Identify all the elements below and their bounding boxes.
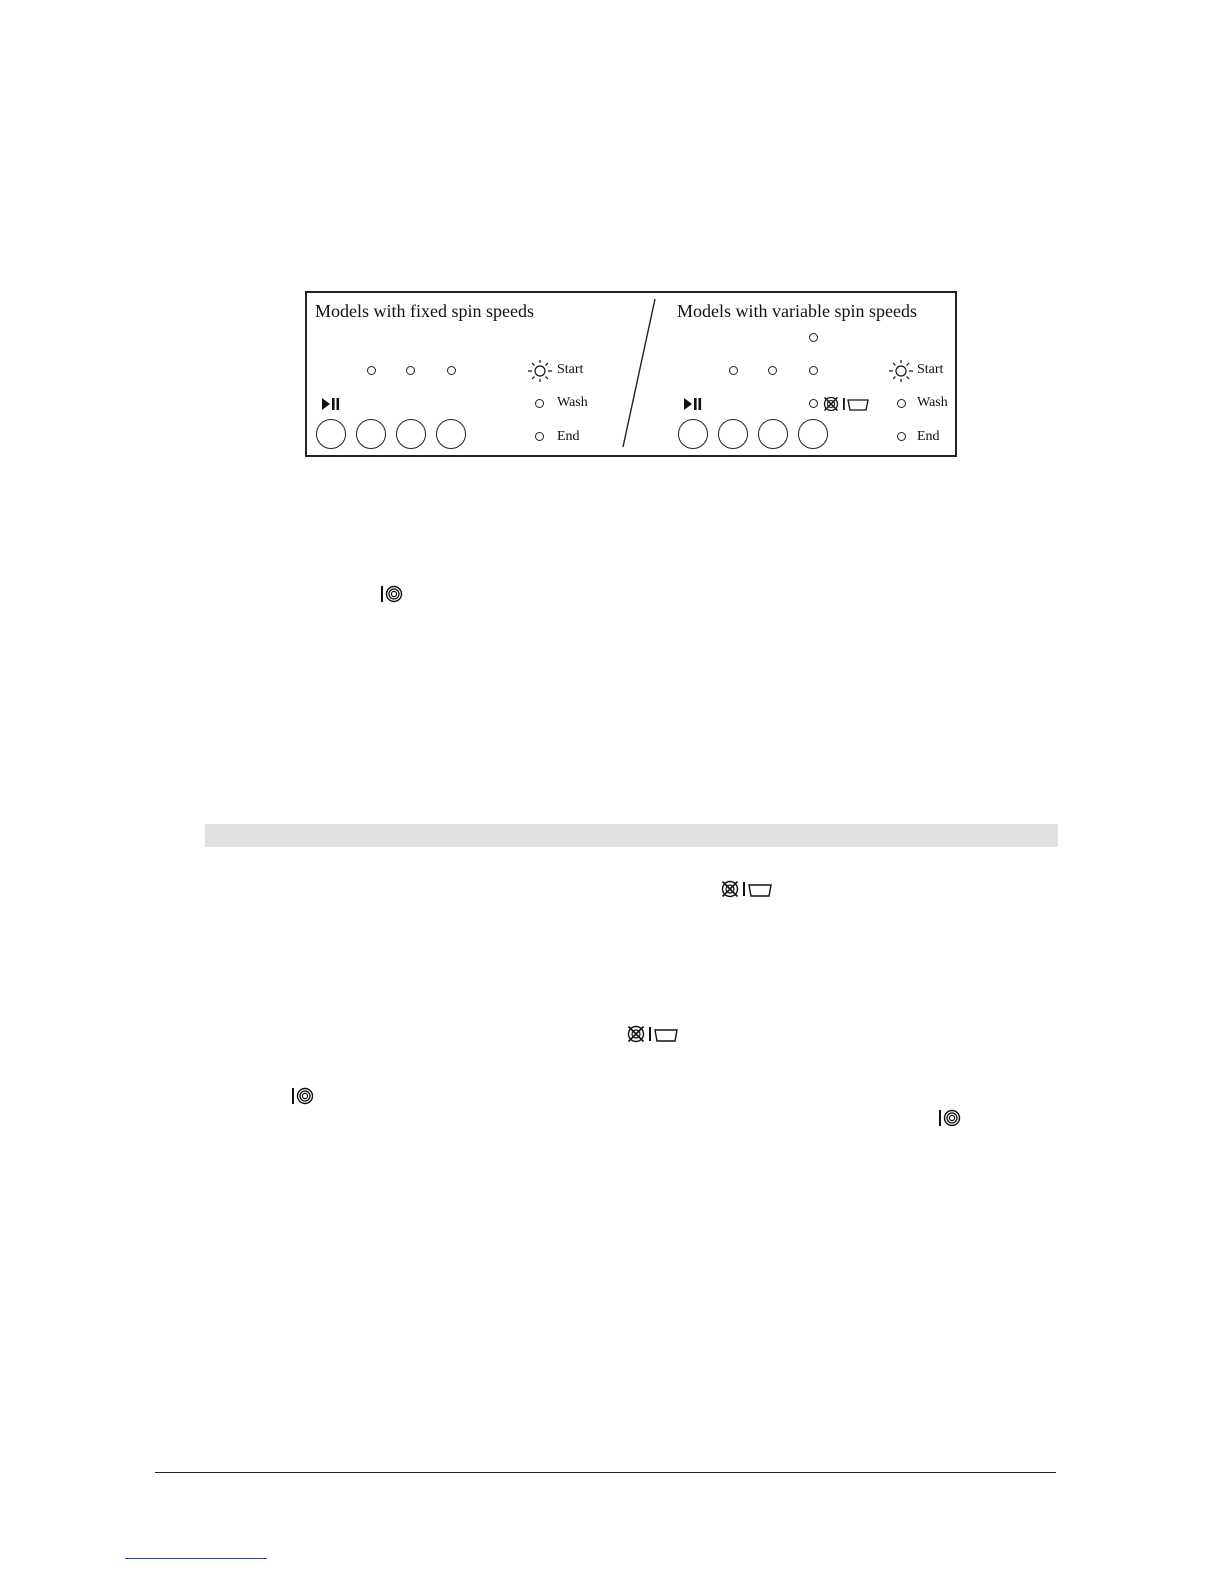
control-panel-figure (305, 291, 957, 457)
footer-link[interactable] (125, 1558, 267, 1559)
option-led-2 (406, 366, 415, 375)
option-button-1[interactable] (356, 419, 386, 449)
option-led-1 (367, 366, 376, 375)
end-led (897, 432, 906, 441)
wash-label: Wash (917, 395, 948, 410)
section-heading-band (205, 824, 1058, 847)
start-label: Start (917, 362, 944, 377)
option-led-1 (729, 366, 738, 375)
spin-speed-led-mid (809, 366, 818, 375)
wash-led (897, 399, 906, 408)
spin-speed-icon (291, 1087, 315, 1105)
option-button-1[interactable] (718, 419, 748, 449)
play-pause-icon (683, 397, 703, 411)
sun-start-icon (527, 359, 553, 383)
spin-speed-led-high (809, 333, 818, 342)
end-led (535, 432, 544, 441)
option-button-3[interactable] (436, 419, 466, 449)
option-led-3 (447, 366, 456, 375)
play-pause-icon (321, 397, 341, 411)
footer-rule (155, 1472, 1056, 1473)
start-pause-button[interactable] (678, 419, 708, 449)
option-button-2[interactable] (396, 419, 426, 449)
spin-speed-button[interactable] (798, 419, 828, 449)
start-label: Start (557, 362, 584, 377)
spin-speed-icon (938, 1109, 962, 1127)
fixed-spin-title: Models with fixed spin speeds (315, 301, 534, 321)
end-label: End (917, 429, 940, 444)
wash-led (535, 399, 544, 408)
spin-speed-led-low (809, 399, 818, 408)
no-spin-rinse-hold-icon (721, 880, 773, 898)
option-led-2 (768, 366, 777, 375)
wash-label: Wash (557, 395, 588, 410)
sun-start-icon (888, 359, 914, 383)
no-spin-rinse-hold-icon (823, 396, 871, 412)
no-spin-rinse-hold-icon (627, 1025, 679, 1043)
start-pause-button[interactable] (316, 419, 346, 449)
panel-divider (617, 297, 657, 449)
option-button-2[interactable] (758, 419, 788, 449)
spin-speed-icon (380, 585, 404, 603)
variable-spin-title: Models with variable spin speeds (677, 301, 917, 321)
end-label: End (557, 429, 580, 444)
